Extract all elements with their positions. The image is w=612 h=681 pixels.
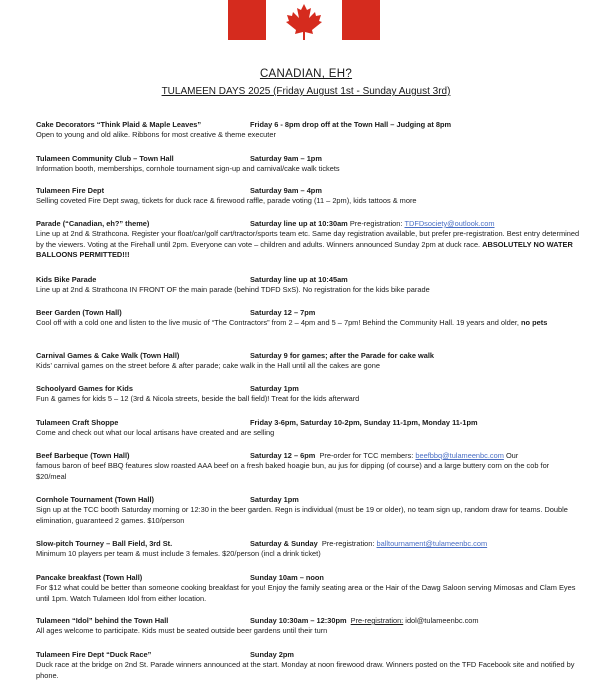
event-beer-garden [36,308,581,329]
event-description: Open to young and old alike. Ribbons for most creative & theme executer [36,130,276,140]
event-description: Sign up at the TCC booth Saturday morning or 12:30 in the beer garden. Regn is individual (must be 19 or older), no team sign up, random draw for teams. Double elimination, guaranteed 2 games. $10/person [36,505,568,525]
event-extra: Pre-registration: [350,616,404,625]
event-name: Beer Garden (Town Hall) [36,308,122,317]
event-carnival-games [36,351,581,372]
event-when: Sunday 2pm [250,650,294,659]
event-name: Cornhole Tournament (Town Hall) [36,495,154,504]
idol-email[interactable]: idol@tulameenbc.com [405,616,479,625]
event-when: Saturday & Sunday [250,539,318,548]
event-name: Carnival Games & Cake Walk (Town Hall) [36,351,180,360]
event-name: Tulameen Fire Dept [36,186,105,195]
event-description: Come and check out what our local artisans have created and are selling [36,428,275,438]
event-when: Friday 3-6pm, Saturday 10-2pm, Sunday 11-1pm, Monday 11-1pm [250,418,478,427]
event-when: Saturday line up at 10:30am [250,219,348,228]
event-duck-race [36,650,581,681]
event-description-text: Cool off with a cold one and listen to the live music of “The Contractors” from 2 – 4pm and 5 – 7pm! Behind the Community Hall. 19 years and older, [36,318,519,328]
event-name: Cake Decorators “Think Plaid & Maple Leaves” [36,120,202,129]
event-name: Slow-pitch Tourney – Ball Field, 3rd St. [36,539,173,548]
event-when: Saturday 12 – 6pm [250,451,316,460]
event-description: Information booth, memberships, cornhole tournament sign-up and carnival/cake walk tickets [36,164,340,174]
event-slow-pitch [36,539,581,560]
event-description-bold: no pets [521,318,548,328]
event-pancake-breakfast [36,573,581,604]
event-description: famous baron of beef BBQ features slow roasted AAA beef on a fresh baked hoagie bun, au jus for dipping (of course) and a large buttery corn on the cob for $20/meal [36,461,550,481]
event-description [36,318,581,328]
event-description: All ages welcome to participate. Kids must be seated outside beer gardens until their turn [36,626,328,636]
event-when: Saturday 9 for games; after the Parade for cake walk [250,351,435,360]
event-name: Tulameen “Idol” behind the Town Hall [36,616,169,625]
event-extra: Pre-registration: [321,539,375,548]
event-fire-dept [36,186,581,207]
event-when: Saturday 9am – 1pm [250,154,322,163]
event-when: Sunday 10am – noon [250,573,324,582]
event-when: Sunday 10:30am – 12:30pm [250,616,347,625]
event-description: Kids’ carnival games on the street before & after parade; cake walk in the Hall until all the cakes are gone [36,361,380,371]
event-beef-barbeque [36,451,581,482]
event-name: Schoolyard Games for Kids [36,384,133,393]
event-extra: Pre-registration: [349,219,403,228]
event-cornhole [36,495,581,526]
event-name: Tulameen Fire Dept “Duck Race” [36,650,152,659]
event-cake-decorators [36,120,581,141]
event-name: Tulameen Craft Shoppe [36,418,119,427]
event-description: Fun & games for kids 5 – 12 (3rd & Nicola streets, beside the ball field)! Treat for the kids afterward [36,394,360,404]
ball-tournament-email-link[interactable]: balltournament@tulameenbc.com [376,539,488,548]
event-description: Minimum 10 players per team & must include 3 females. $20/person (incl a drink ticket) [36,549,321,559]
beef-bbq-email-link[interactable]: beefbbq@tulameenbc.com [415,451,504,460]
event-name: Beef Barbeque (Town Hall) [36,451,130,460]
event-tulameen-idol [36,616,581,637]
event-when: Saturday line up at 10:45am [250,275,348,284]
event-description-bold: ABSOLUTELY NO WATER BALLOONS PERMITTED!!! [36,239,573,260]
event-description: Selling coveted Fire Dept swag, tickets for duck race & firewood raffle, parade voting (11 – 2pm), kids tattoos & more [36,196,417,206]
event-description: For $12 what could be better than someone cooking breakfast for you! Enjoy the family seating area or the Hair of the Dawg Saloon serving Mimosas and Clam Eyes until 1pm. Watch Tulameen Idol from either location. [36,583,576,603]
event-name: Parade (“Canadian, eh?” theme) [36,219,150,228]
event-name: Kids Bike Parade [36,275,97,284]
canadian-flag [228,0,380,40]
event-craft-shoppe [36,418,581,439]
event-name: Tulameen Community Club – Town Hall [36,154,174,163]
event-extra-2: Our [505,451,519,460]
event-when: Saturday 1pm [250,495,299,504]
event-kids-bike-parade [36,275,581,296]
event-description-text: Line up at 2nd & Strathcona. Register your float/car/golf cart/tractor/sports team etc. Same day registration available, but prefer pre-registration. Best entry determined by the viewers. Voting at the Firehall until 2pm. Everyone can vote – children and adults. Winners announced Sunday 2pm at duck race. [36,229,580,249]
event-extra: Pre-order for TCC members: [319,451,414,460]
parade-email-link[interactable]: TDFDsociety@outlook.com [404,219,495,228]
event-when: Saturday 12 – 7pm [250,308,316,317]
event-when: Friday 6 - 8pm drop off at the Town Hall – Judging at 8pm [250,120,452,129]
event-when: Saturday 9am – 4pm [250,186,322,195]
event-description [36,229,581,260]
page-title: CANADIAN, EH? [259,68,353,80]
event-parade [36,219,581,261]
page-subtitle: TULAMEEN DAYS 2025 (Friday August 1st - Sunday August 3rd) [161,86,451,97]
event-community-club [36,154,581,175]
event-name: Pancake breakfast (Town Hall) [36,573,143,582]
event-schoolyard-games [36,384,581,405]
event-description: Line up at 2nd & Strathcona IN FRONT OF the main parade (behind TDFD SxS). No registration for the kids bike parade [36,285,430,295]
event-when: Saturday 1pm [250,384,299,393]
event-description: Duck race at the bridge on 2nd St. Parade winners announced at the start. Monday at noon firewood draw. Winners posted on the TFD Facebook site and notified by phone. [36,660,575,680]
